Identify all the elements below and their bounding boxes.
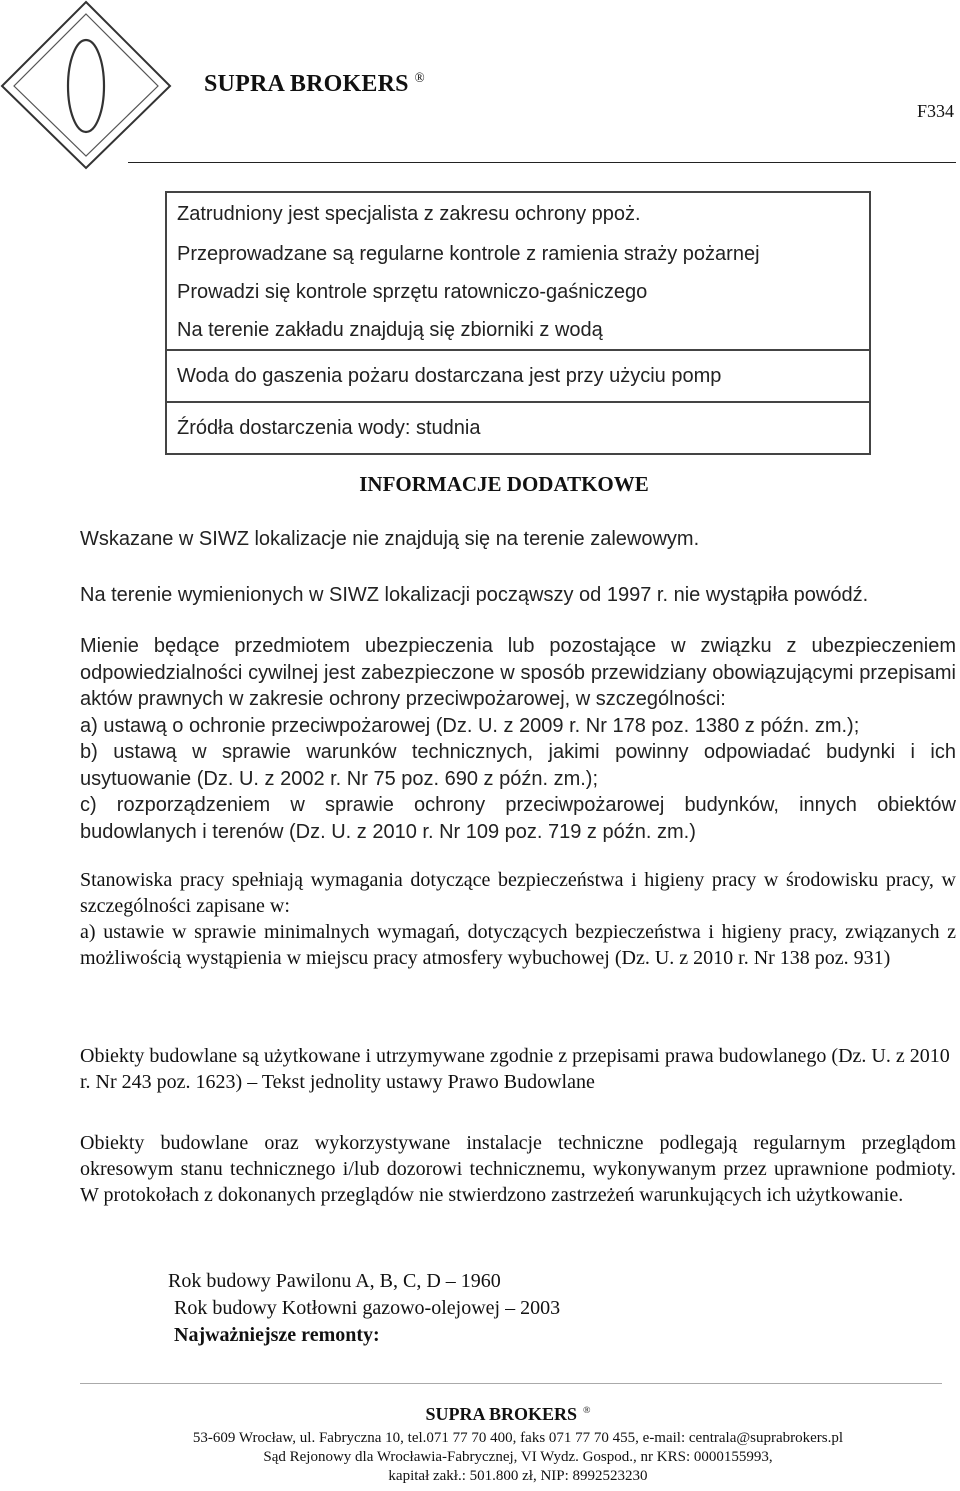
fire-protection-table bbox=[165, 191, 871, 455]
form-code: F334 bbox=[916, 101, 954, 121]
workplace-safety-paragraph bbox=[80, 867, 956, 971]
building-law-paragraph bbox=[80, 1043, 956, 1095]
flood-zone-note: Wskazane w SIWZ lokalizacje nie znajdują się na terenie zalewowym. bbox=[80, 528, 700, 550]
construction-year-boiler-house: Rok budowy Kotłowni gazowo-olejowej – 2003 bbox=[174, 1297, 561, 1319]
registered-mark: ® bbox=[583, 1405, 591, 1416]
renovations-heading: Najważniejsze remonty: bbox=[174, 1324, 380, 1346]
footer-court-registration: Sąd Rejonowy dla Wrocławia-Fabrycznej, VI Wydz. Gospod., nr KRS: 0000155993, bbox=[263, 1449, 773, 1465]
paragraph-intro: Stanowiska pracy spełniają wymagania dotyczące bezpieczeństwa i higieny pracy w środowisku pracy, w szczególności zapisane w: bbox=[80, 869, 956, 917]
list-item: b) ustawą w sprawie warunków technicznych, jakimi powinny odpowiadać budynki i ich usytuowanie (Dz. U. z 2002 r. Nr 75 poz. 690 z późn. zm.); bbox=[80, 741, 956, 790]
table-cell: Przeprowadzane są regularne kontrole z ramienia straży pożarnej bbox=[166, 235, 870, 273]
flood-history-note: Na terenie wymienionych w SIWZ lokalizacji począwszy od 1997 r. nie wystąpiła powódź. bbox=[80, 584, 869, 606]
table-cell: Źródła dostarczenia wody: studnia bbox=[166, 402, 870, 454]
list-item: a) ustawie w sprawie minimalnych wymagań, dotyczących bezpieczeństwa i higieny pracy, związanych z możliwością wystąpienia w miejscu pracy atmosfery wybuchowej (Dz. U. z 2010 r. Nr 138 poz. 931) bbox=[80, 921, 956, 969]
registered-mark: ® bbox=[414, 70, 425, 85]
paragraph-intro: Mienie będące przedmiotem ubezpieczenia lub pozostające w związku z ubezpieczeniem odpowiedzialności cywilnej jest zabezpieczone w sposób przewidziany obowiązującymi przepisami aktów prawnych w zakresie ochrony przeciwpożarowej, w szczególności: bbox=[80, 635, 956, 710]
table-cell: Zatrudniony jest specjalista z zakresu ochrony ppoż. bbox=[166, 192, 870, 235]
list-item: a) ustawą o ochronie przeciwpożarowej (Dz. U. z 2009 r. Nr 178 poz. 1380 z późn. zm.); bbox=[80, 714, 860, 737]
inspection-paragraph: Obiekty budowlane oraz wykorzystywane instalacje techniczne podlegają regularnym przeglądom okresowym stanu technicznego i/lub dozorowi technicznemu, wykonywanym przez uprawnione podmioty. W protokołach z dokonanych przeglądów nie stwierdzono zastrzeżeń warunkujących ich użytkowanie. bbox=[80, 1132, 956, 1206]
table-cell: Na terenie zakładu znajdują się zbiorniki z wodą bbox=[166, 311, 870, 350]
table-row bbox=[166, 402, 870, 454]
footer-divider bbox=[80, 1383, 942, 1384]
list-item: c) rozporządzeniem w sprawie ochrony przeciwpożarowej budynków, innych obiektów budowlanych i terenów (Dz. U. z 2010 r. Nr 109 poz. 719 z późn. zm.) bbox=[80, 794, 956, 843]
fire-regulations-paragraph bbox=[80, 633, 956, 845]
paragraph-text: Obiekty budowlane są użytkowane i utrzymywane zgodnie z przepisami prawa budowlanego (Dz. U. z 2010 r. Nr 243 poz. 1623) – Tekst jednolity ustawy Prawo Budowlane bbox=[80, 1045, 950, 1093]
table-cell: Prowadzi się kontrole sprzętu ratowniczo-gaśniczego bbox=[166, 273, 870, 311]
header-divider bbox=[128, 162, 956, 163]
footer-brand: SUPRA BROKERS ® bbox=[425, 1404, 591, 1424]
table-row bbox=[166, 311, 870, 350]
construction-year-pavilions: Rok budowy Pawilonu A, B, C, D – 1960 bbox=[168, 1270, 501, 1292]
table-cell: Woda do gaszenia pożaru dostarczana jest przy użyciu pomp bbox=[166, 350, 870, 402]
table-row bbox=[166, 273, 870, 311]
table-row bbox=[166, 192, 870, 235]
table-row bbox=[166, 350, 870, 402]
footer-address: 53-609 Wrocław, ul. Fabryczna 10, tel.071 77 70 400, faks 071 77 70 455, e-mail: centrala@suprabrokers.pl bbox=[192, 1430, 844, 1446]
table-row bbox=[166, 235, 870, 273]
brand-name: SUPRA BROKERS ® bbox=[204, 70, 425, 97]
section-heading: INFORMACJE DODATKOWE bbox=[359, 472, 649, 496]
company-logo bbox=[0, 0, 200, 170]
footer-capital-tax-id: kapitał zakł.: 501.800 zł, NIP: 8992523230 bbox=[388, 1468, 648, 1484]
